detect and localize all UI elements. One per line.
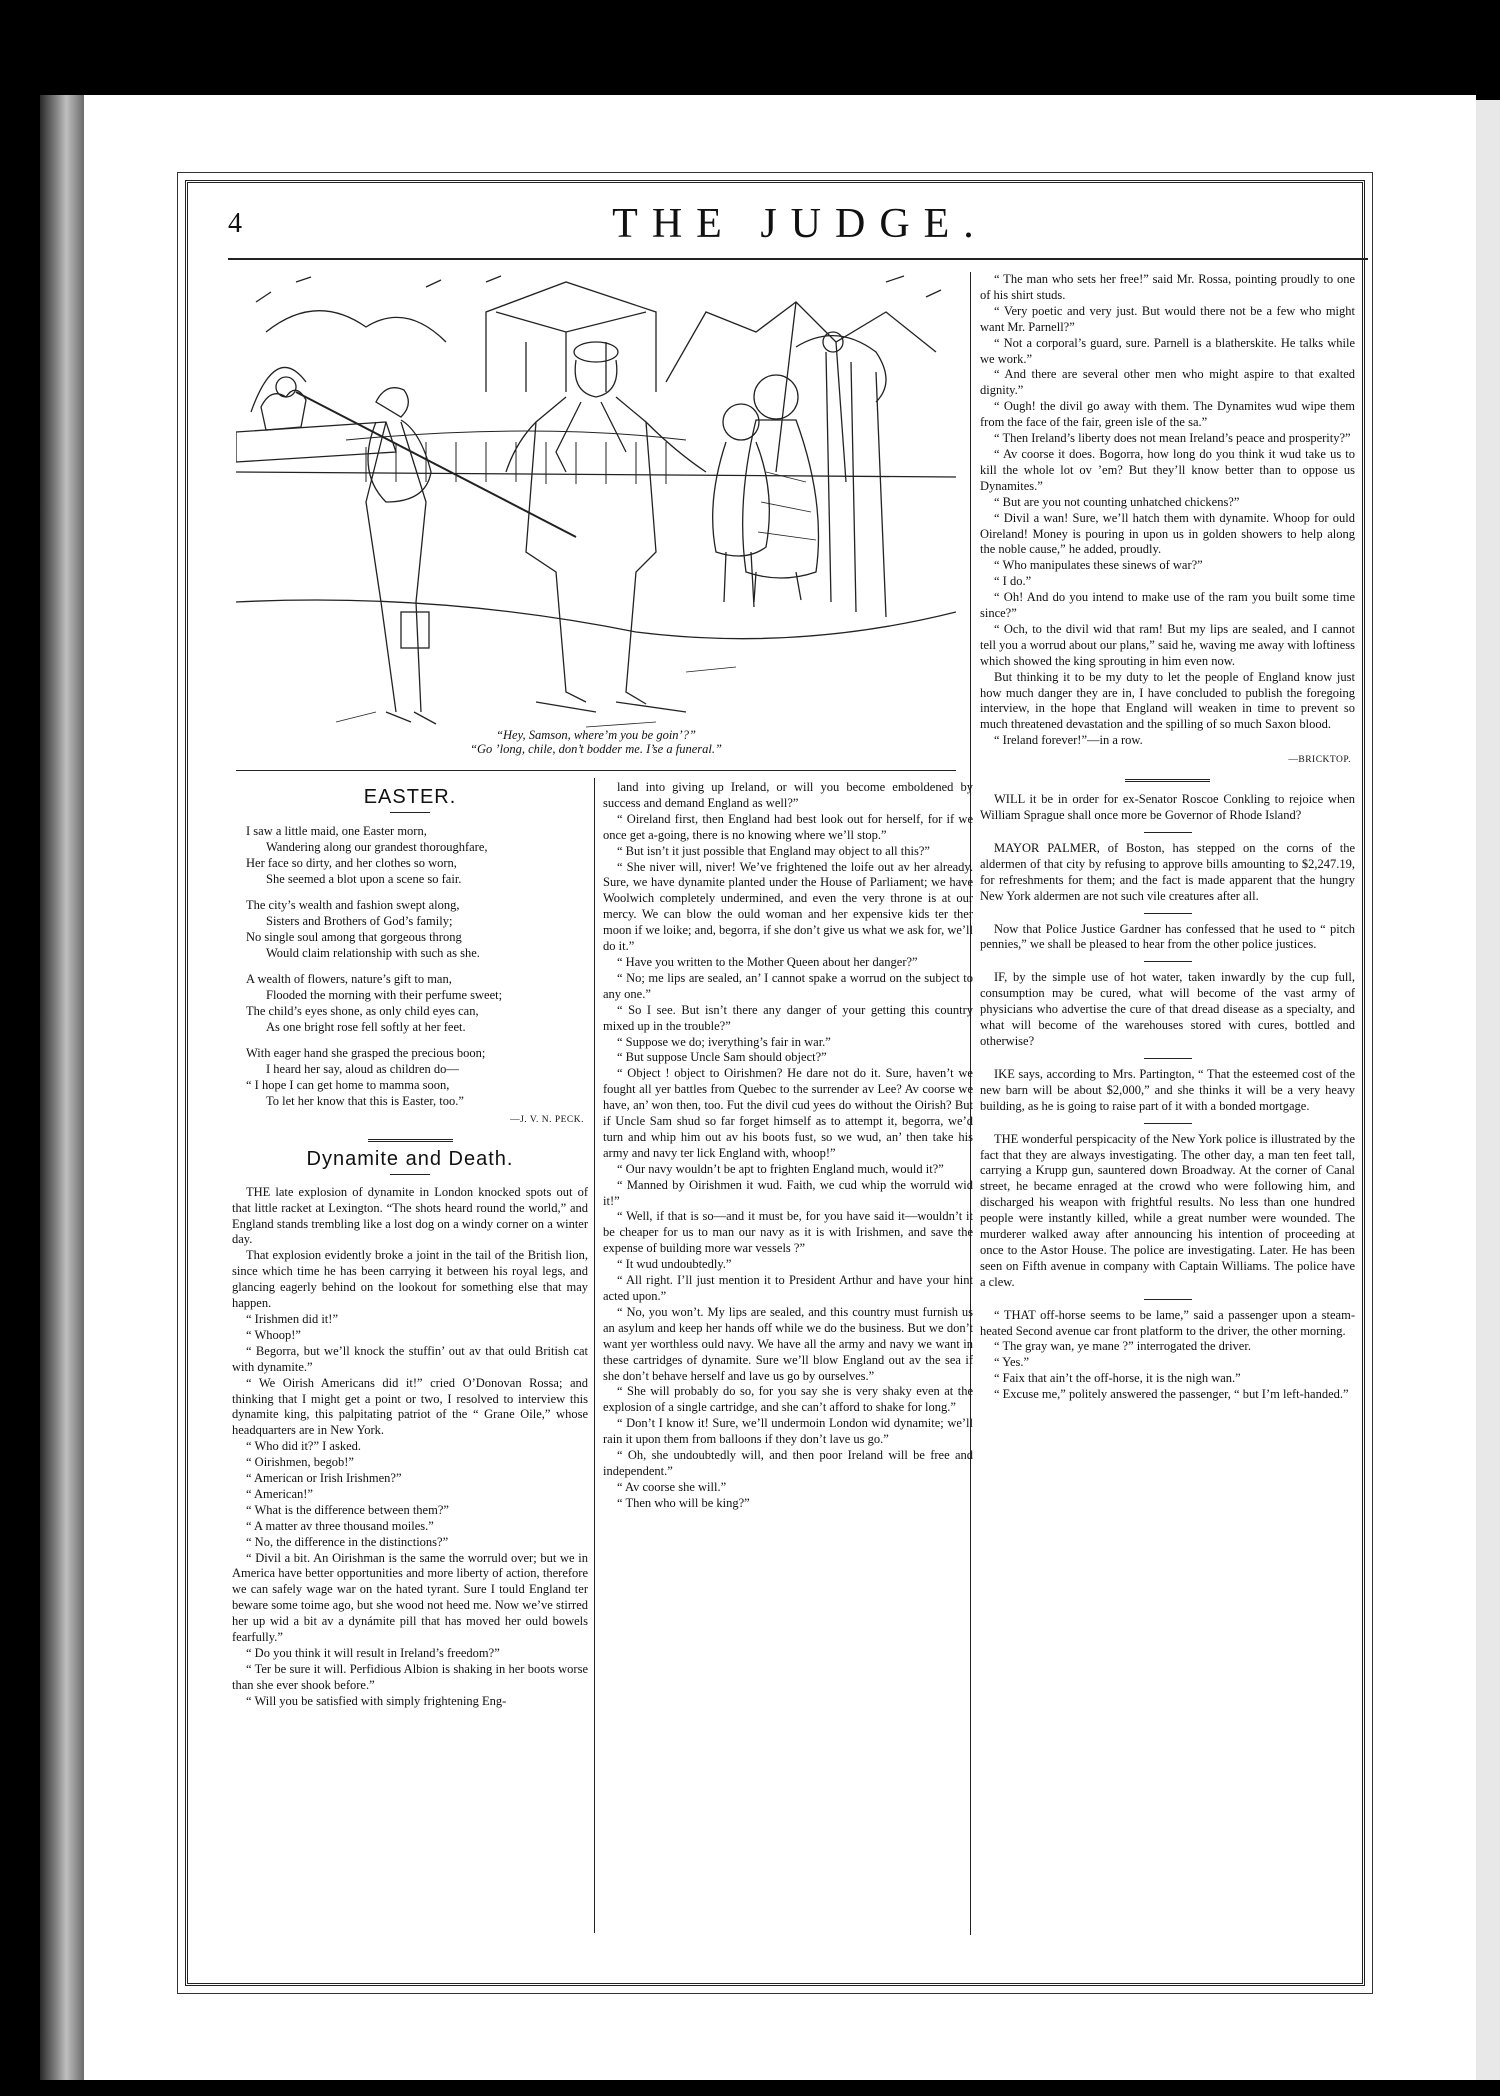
paragraph: “ Ireland forever!”—in a row. [994, 733, 1143, 748]
paragraph: “ Av coorse it does. Bogorra, how long do you think it wud take us to kill the whole lot ov ’em? But they’ll know better than to oppose us Dynamites.” [980, 446, 1355, 493]
dynamite-text-part2 [603, 780, 973, 1512]
paragraph: “ Excuse me,” politely answered the passenger, “ but I’m left-handed.” [994, 1387, 1349, 1402]
paragraph: “ Oirishmen, begob!” [246, 1455, 354, 1470]
paragraph: “ Will you be satisfied with simply frightening Eng- [246, 1693, 507, 1708]
paragraph: land into giving up Ireland, or will you become emboldened by success and demand England as well?” [603, 780, 973, 810]
illustration-caption [236, 728, 956, 756]
dynamite-text-part1 [232, 1185, 588, 1710]
item-rule [1144, 913, 1192, 914]
paragraph: “ Och, to the divil wid that ram! But my lips are sealed, and I cannot tell you a worrud about our plans,” said he, waving me away with loftiness which showed the king sprouting in him even now. [980, 621, 1355, 668]
paragraph: That explosion evidently broke a joint in the tail of the British lion, since which time he has been carrying it between his royal legs, and glancing eagerly behind on the lookout for something else that may happen. [232, 1248, 588, 1311]
paragraph: “ We Oirish Americans did it!” cried O’Donovan Rossa; and thinking that I might get a point or two, I resolved to interview this dynamite king, this palpitating patriot of the “ Grane Oile,” whose headquarters are in New York. [232, 1375, 588, 1438]
poem-line: No single soul among that gorgeous throng [246, 929, 462, 944]
paragraph: “ What is the difference between them?” [246, 1502, 449, 1517]
paragraph: “ She niver will, niver! We’ve frightened the loife out av her already. Sure, we have dynamite planted under the House of Parliament; we have Woolwich completely undermined, and even the very throne is at our mercy. We can blow the ould woman and her expensive kids ter ther moon if we loike; and, begorra, if she don’t give us what we ask for, we’ll do it.” [603, 859, 974, 954]
paragraph: “ Who manipulates these sinews of war?” [994, 558, 1203, 573]
paragraph: “ She will probably do so, for you say she is very shaky even at the explosion of a single cartridge, and she can’t afford to shake for long.” [603, 1384, 973, 1415]
paragraph: “ Irishmen did it!” [246, 1311, 338, 1326]
paragraph: “ No; me lips are sealed, an’ I cannot spake a worrud on the subject to any one.” [603, 970, 973, 1001]
column-3 [980, 272, 1355, 1403]
paragraph: Now that Police Justice Gardner has confessed that he used to “ pitch pennies,” we shall be pleased to hear from the other police justices. [980, 921, 1355, 952]
paragraph: “ But isn’t it just possible that England may object to all this?” [617, 843, 930, 858]
paragraph: “ Divil a wan! Sure, we’ll hatch them with dynamite. Whoop for ould Oireland! Money is pouring in upon us in golden showers to help along the noble cause,” he added, proudly. [980, 510, 1355, 557]
section-rule [1125, 779, 1210, 782]
poem-line: With eager hand she grasped the precious boon; [246, 1045, 486, 1060]
easter-title: EASTER. [363, 786, 457, 808]
paragraph: “ Oireland first, then England had best look out for herself, for if we once get a-going, there is no knowing where we’ll stop.” [603, 811, 973, 842]
masthead-title: THE JUDGE. [612, 201, 988, 247]
page-number: 4 [228, 208, 242, 239]
paragraph: “ But suppose Uncle Sam should object?” [617, 1050, 827, 1065]
caption-line: “Hey, Samson, where’m you be goin’?” [496, 728, 696, 742]
paragraph-items [980, 792, 1355, 1291]
paragraph: “ Do you think it will result in Ireland’s freedom?” [246, 1646, 500, 1660]
poem-line: The child’s eyes shone, as only child eyes can, [246, 1003, 479, 1018]
paragraph: “ Have you written to the Mother Queen about her danger?” [617, 954, 918, 969]
poem-line: A wealth of flowers, nature’s gift to man, [246, 971, 452, 986]
paragraph: WILL it be in order for ex-Senator Roscoe Conkling to rejoice when William Sprague shall once more be Governor of Rhode Island? [980, 792, 1355, 822]
paragraph: “ A matter av three thousand moiles.” [246, 1518, 434, 1533]
paragraph: “ Yes.” [994, 1355, 1030, 1370]
poem-line: Sisters and Brothers of God’s family; [266, 913, 453, 928]
paragraph: IF, by the simple use of hot water, taken inwardly by the cup full, consumption may be cured, what will become of the vast army of physicians who advertise the cure of that dread disease as a specialty, and what will become of the warehouses stored with cures, bottled and otherwise? [980, 970, 1355, 1048]
paragraph: “ I do.” [994, 574, 1032, 589]
paragraph: “ Oh! And do you intend to make use of the ram you built some time since?” [980, 590, 1355, 621]
paragraph: “ Av coorse she will.” [617, 1479, 727, 1494]
paragraph: “ The gray wan, ye mane ?” interrogated the driver. [994, 1339, 1251, 1354]
dynamite-signature: —BRICKTOP. [1288, 755, 1351, 766]
paragraph: “ It wud undoubtedly.” [617, 1257, 732, 1272]
poem-line: Would claim relationship with such as she. [266, 945, 480, 960]
poem-line: Flooded the morning with their perfume sweet; [266, 987, 503, 1002]
caption-line: “Go ’long, chile, don’t bodder me. I’se a funeral.” [470, 742, 722, 756]
paragraph: “ Manned by Oirishmen it wud. Faith, we cud whip the worruld wid it!” [603, 1177, 973, 1208]
poem-line: The city’s wealth and fashion swept along, [246, 897, 460, 912]
section-rule [368, 1139, 453, 1142]
paragraph: But thinking it to be my duty to let the people of England know just how much danger they are in, I have concluded to publish the foregoing interview, in the hope that England will weaken in time to prevent so much threatened devastation and the spilling of so much Saxon blood. [980, 669, 1355, 732]
paragraph: “ So I see. But isn’t there any danger of your getting this country mixed up in the trouble?” [603, 1002, 973, 1033]
paragraph: “ Then who will be king?” [617, 1495, 750, 1510]
poem-line: She seemed a blot upon a scene so fair. [266, 871, 462, 886]
cartoon-illustration [236, 272, 956, 762]
paragraph: “ Ough! the divil go away with them. The Dynamites wud wipe them from the face of the fair, green isle of the sa.” [980, 399, 1355, 430]
masthead-rule [228, 258, 1368, 260]
paragraph: “ Faix that ain’t the off-horse, it is the nigh wan.” [994, 1371, 1241, 1386]
poem-line: I saw a little maid, one Easter morn, [246, 823, 427, 838]
paragraph: “ Oh, she undoubtedly will, and then poor Ireland will be free and independent.” [603, 1448, 973, 1478]
paragraph: “ No, the difference in the distinctions?” [246, 1534, 449, 1549]
paragraph: “ And there are several other men who might aspire to that exalted dignity.” [980, 367, 1355, 398]
paragraph: THE late explosion of dynamite in London knocked spots out of that little racket at Lexington. “The shots heard round the world,” and England stands trembling like a lost dog on a windy corner on a winter day. [232, 1184, 588, 1247]
paragraph: “ Whoop!” [246, 1327, 301, 1342]
paragraph: MAYOR PALMER, of Boston, has stepped on the corns of the aldermen of that city by refusing to approve bills amounting to $2,247.19, for refreshments for them; and the fact is made apparent that the hungry New York aldermen are not such vile creatures after all. [980, 840, 1355, 903]
paragraph: “ Who did it?” I asked. [246, 1439, 362, 1454]
poem-line: As one bright rose fell softly at her feet. [266, 1019, 466, 1034]
dynamite-text-part3 [980, 272, 1355, 749]
paragraph: “ The man who sets her free!” said Mr. Rossa, pointing proudly to one of his shirt studs. [980, 272, 1355, 302]
paragraph: “ Well, if that is so—and it must be, for you have said it—wouldn’t it be cheaper for us to man our navy as it is with Irishmen, and save the expense of building more war vessels ?” [603, 1209, 973, 1256]
paragraph: “ Object ! object to Oirishmen? He dare not do it. Sure, haven’t we fought all yer battles from Quebec to the surrender av Lee? Av coorse we have, an’ won then, too. Fut the divil cud yees do without the Oirish? But if Uncle Sam shud so far forget himself as to attempt it, begorra, we’d turn and whip him out av his boots fust, so we wud, an’ then take his army and navy ter lick England with, whoop!” [603, 1066, 973, 1160]
paragraph: “ All right. I’ll just mention it to President Arthur and have your hint acted upon.” [603, 1273, 973, 1303]
item-rule [1144, 1123, 1192, 1124]
watermark: comicbooks.com [1239, 2039, 1474, 2072]
title-rule [390, 1174, 430, 1175]
paragraph: THE wonderful perspicacity of the New York police is illustrated by the fact that they are always investigating. The other day, a man ten feet tall, carrying a Krupp gun, sauntered down Broadway. At the corner of Canal street, he became enraged at the crowd who were following him, and discharged his weapon with frightful results. No less than one hundred people were instantly killed, while a great number were wounded. The murderer walked away after announcing his intention of proceeding at once to the Astor House. The police are investigating. Later. He has been seen on Fifth avenue in company with Captain Williams. The police have a clew. [980, 1131, 1355, 1289]
illustration-rule [236, 770, 956, 771]
item-rule [1144, 961, 1192, 962]
paragraph: “ Our navy wouldn’t be apt to frighten England much, would it?” [617, 1161, 944, 1176]
paragraph: “ American!” [246, 1486, 313, 1501]
poem-line: To let her know that this is Easter, too.” [266, 1093, 464, 1108]
next-page-edge [1476, 100, 1500, 2080]
paragraph: “ Divil a bit. An Oirishman is the same the worruld over; but we in America have better opportunities and more liberty of action, therefore we can safely wage war on the hated tyrant. Sure I tould England ter beware some toime ago, but she wood not heed me. Now we’ve stirred her up wid a bit av a dynámite pill that has moved her ould bowels fearfully.” [232, 1550, 588, 1645]
title-rule [390, 812, 430, 813]
column-2 [603, 780, 973, 1512]
paragraph: “ Not a corporal’s guard, sure. Parnell is a blatherskite. He talks while we work.” [980, 335, 1355, 366]
item-rule [1144, 832, 1192, 833]
paragraph: “ Don’t I know it! Sure, we’ll undermoin London wid dynamite; we’ll rain it upon them from balloons if they don’t lave us go.” [603, 1416, 973, 1447]
column-rule [594, 778, 595, 1933]
poem-line: I heard her say, aloud as children do— [266, 1061, 459, 1076]
easter-poem [232, 823, 588, 1109]
offhorse-anecdote [980, 1308, 1355, 1403]
dynamite-title: Dynamite and Death. [306, 1147, 514, 1170]
easter-signature: —J. V. N. PECK. [510, 1114, 584, 1125]
paragraph: “ Ter be sure it will. Perfidious Albion is shaking in her boots worse than she ever shook before.” [232, 1661, 588, 1692]
poem-line: Her face so dirty, and her clothes so worn, [246, 855, 457, 870]
paragraph: “ Begorra, but we’ll knock the stuffin’ out av that ould British cat with dynamite.” [232, 1343, 588, 1374]
book-spine [40, 95, 84, 2080]
paragraph: “ No, you won’t. My lips are sealed, and this country must furnish us an asylum and keep her hands off while we do the business. But we don’t want yer worthless ould navy. We have all the army and navy we want in these cartridges of dynamite. Sure we’ll blow England out av the sea if she don’t behave herself and lave us go by ourselves.” [603, 1304, 973, 1383]
item-rule [1144, 1058, 1192, 1059]
poem-line: Wandering along our grandest thoroughfare, [266, 839, 488, 854]
paragraph: “ American or Irish Irishmen?” [246, 1471, 402, 1486]
paragraph: “ Very poetic and very just. But would there not be a few who might want Mr. Parnell?” [980, 303, 1355, 334]
paragraph: “ THAT off-horse seems to be lame,” said a passenger upon a steam-heated Second avenue car front platform to the driver, the other morning. [980, 1307, 1355, 1338]
item-rule [1144, 1299, 1192, 1300]
paragraph: “ But are you not counting unhatched chickens?” [994, 494, 1240, 509]
paragraph: “ Then Ireland’s liberty does not mean Ireland’s peace and prosperity?” [994, 431, 1351, 446]
paragraph: “ Suppose we do; iverything’s fair in war.” [617, 1034, 831, 1049]
paragraph: IKE says, according to Mrs. Partington, “ That the esteemed cost of the new barn will be about $2,000,” and she thinks it will be a very heavy building, as he is going to raise part of it with a bonded mortgage. [980, 1066, 1355, 1113]
poem-line: “ I hope I can get home to mamma soon, [246, 1077, 450, 1092]
column-1 [232, 780, 588, 1710]
